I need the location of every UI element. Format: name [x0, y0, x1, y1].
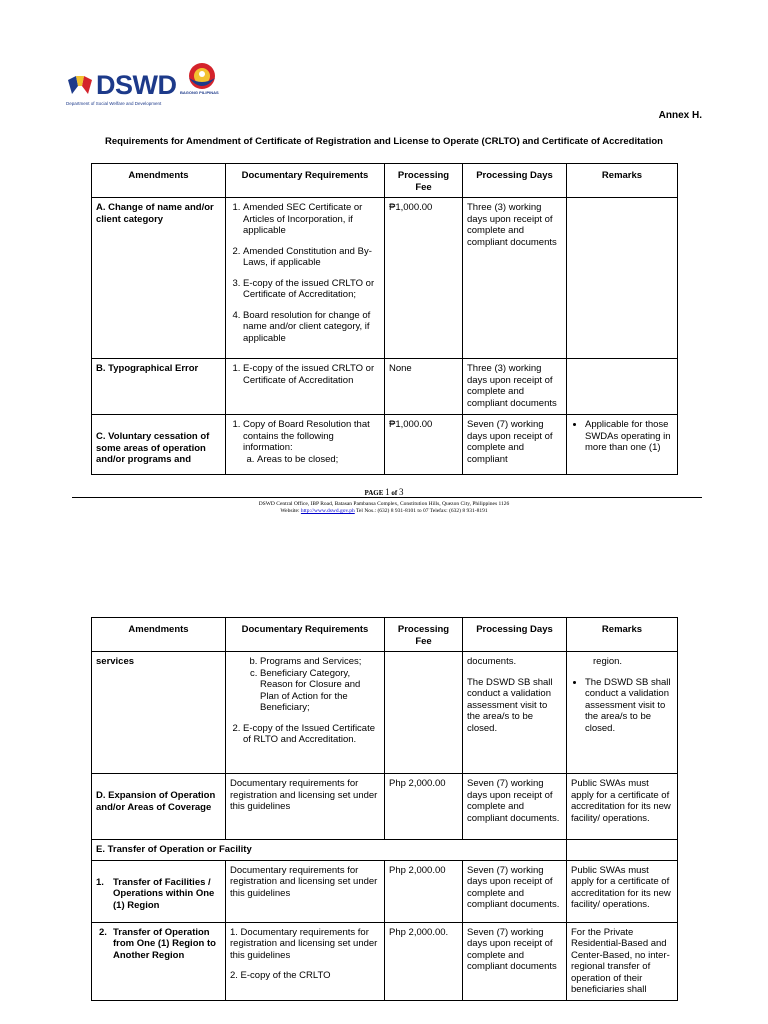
fee-cell: Php 2,000.00: [385, 774, 463, 840]
days-cell: Seven (7) working days upon receipt of complete and compliant documents.: [463, 774, 567, 840]
sub-requirement-item: b. Programs and Services;: [260, 656, 380, 668]
remarks-cell: [567, 198, 678, 359]
col-header-amendments: Amendments: [92, 164, 226, 198]
table-row-e1: [92, 860, 678, 922]
footer-divider: [72, 497, 702, 498]
footer-address: DSWD Central Office, IBP Road, Batasan Pambansa Complex, Constitution Hills, Quezon City, Philippines 1126: [258, 501, 510, 507]
amendment-cell: C. Voluntary cessation of some areas of operation and/or programs and: [92, 415, 226, 475]
annex-label: Annex H.: [658, 110, 702, 121]
sub-requirement-item: c. Beneficiary Category, Reason for Closure and Plan of Action for the Beneficiary;: [260, 668, 380, 714]
col-header-documentary-requirements: Documentary Requirements: [226, 618, 385, 652]
days-cell: Three (3) working days upon receipt of complete and compliant documents: [463, 198, 567, 359]
fee-cell: [385, 652, 463, 774]
footer-contact: Website: http://www.dswd.gov.ph Tel Nos.: (632) 8 931-8101 to 07 Telefax: (632) 8 931-8191: [280, 508, 488, 514]
remarks-cell: region. • The DSWD SB shall conduct a validation assessment visit to the area/s to be closed.: [567, 652, 678, 774]
days-cell: documents. The DSWD SB shall conduct a validation assessment visit to the area/s to be closed.: [463, 652, 567, 774]
requirement-text: Copy of Board Resolution that contains the following information:: [243, 419, 370, 453]
section-heading-cell: E. Transfer of Operation or Facility: [92, 840, 567, 861]
remarks-cell: [567, 840, 678, 861]
fee-cell: ₱1,000.00: [385, 198, 463, 359]
emblem-text: BAGONG PILIPINAS: [180, 90, 219, 95]
table-row-a: [92, 198, 678, 359]
remarks-cell: [567, 359, 678, 415]
col-header-processing-days: Processing Days: [463, 618, 567, 652]
amendment-cell: A. Change of name and/or client category: [92, 198, 226, 359]
requirement-item: 1. Amended SEC Certificate or Articles of Incorporation, if applicable: [243, 202, 380, 237]
remarks-cell: [567, 415, 678, 475]
remarks-cell: For the Private Residential-Based and Center-Based, no inter-regional transfer of operation of their beneficiaries shall: [567, 922, 678, 1000]
remarks-cell: Public SWAs must apply for a certificate of accreditation for its new facility/ operations.: [567, 860, 678, 922]
table-row-c: [92, 415, 678, 475]
amendment-cell: 2. Transfer of Operation from One (1) Region to Another Region: [92, 922, 226, 1000]
requirement-item: 3. E-copy of the issued CRLTO or Certificate of Accreditation;: [243, 278, 380, 301]
amendment-cell: D. Expansion of Operation and/or Areas of Coverage: [92, 774, 226, 840]
amendment-cell: services: [92, 652, 226, 774]
col-header-amendments: Amendments: [92, 618, 226, 652]
page-number: PAGE 1 of 3: [364, 487, 404, 497]
col-header-documentary-requirements: Documentary Requirements: [226, 164, 385, 198]
requirement-item: 2. E-copy of the Issued Certificate of RLTO and Accreditation.: [243, 723, 380, 746]
requirements-cell: [226, 415, 385, 475]
fee-cell: ₱1,000.00: [385, 415, 463, 475]
dswd-hands-icon: [66, 74, 94, 96]
requirements-cell: Documentary requirements for registration and licensing set under this guidelines: [226, 774, 385, 840]
table-row-d: [92, 774, 678, 840]
table-row-e2: [92, 922, 678, 1000]
requirements-table-page-2: [91, 617, 678, 1001]
col-header-remarks: Remarks: [567, 164, 678, 198]
document-title: Requirements for Amendment of Certificate of Registration and License to Operate (CRLTO) and Certificate of Accreditation: [105, 136, 663, 147]
days-cell: Seven (7) working days upon receipt of complete and compliant documents: [463, 922, 567, 1000]
amendment-cell: 1. Transfer of Facilities / Operations within One (1) Region: [92, 860, 226, 922]
requirement-item: [243, 419, 380, 465]
requirement-item: 1. E-copy of the issued CRLTO or Certificate of Accreditation: [243, 363, 380, 386]
table-row-e: [92, 840, 678, 861]
table-row-c-continued: [92, 652, 678, 774]
logo-subtitle: Department of Social Welfare and Development: [66, 101, 162, 106]
requirements-table-page-1: [91, 163, 678, 475]
remark-item: • The DSWD SB shall conduct a validation assessment visit to the area/s to be closed.: [585, 677, 673, 735]
remarks-cell: Public SWAs must apply for a certificate of accreditation for its new facility/ operations.: [567, 774, 678, 840]
sub-requirement-item: a. Areas to be closed;: [257, 454, 380, 466]
requirements-cell: [226, 359, 385, 415]
requirement-item: 2. Amended Constitution and By-Laws, if applicable: [243, 246, 380, 269]
col-header-remarks: Remarks: [567, 618, 678, 652]
table-header-row: [92, 164, 678, 198]
requirements-cell: [226, 652, 385, 774]
remark-item: • Applicable for those SWDAs operating in more than one (1): [585, 419, 673, 454]
fee-cell: Php 2,000.00: [385, 860, 463, 922]
days-cell: Three (3) working days upon receipt of complete and compliant documents: [463, 359, 567, 415]
logo-text: DSWD: [96, 70, 177, 100]
fee-cell: None: [385, 359, 463, 415]
days-cell: Seven (7) working days upon receipt of complete and compliant: [463, 415, 567, 475]
requirements-cell: Documentary requirements for registration and licensing set under this guidelines: [226, 860, 385, 922]
table-row-b: [92, 359, 678, 415]
col-header-processing-days: Processing Days: [463, 164, 567, 198]
col-header-processing-fee: Processing Fee: [385, 164, 463, 198]
requirements-cell: [226, 198, 385, 359]
website-link[interactable]: http://www.dswd.gov.ph: [300, 508, 355, 514]
amendment-cell: B. Typographical Error: [92, 359, 226, 415]
days-cell: Seven (7) working days upon receipt of complete and compliant documents.: [463, 860, 567, 922]
table-header-row: [92, 618, 678, 652]
dswd-logo: [66, 60, 246, 110]
requirements-cell: 1. Documentary requirements for registration and licensing set under this guidelines 2. E-copy of the CRLTO: [226, 922, 385, 1000]
fee-cell: Php 2,000.00.: [385, 922, 463, 1000]
col-header-processing-fee: Processing Fee: [385, 618, 463, 652]
requirement-item: 4. Board resolution for change of name and/or client category, if applicable: [243, 310, 380, 345]
